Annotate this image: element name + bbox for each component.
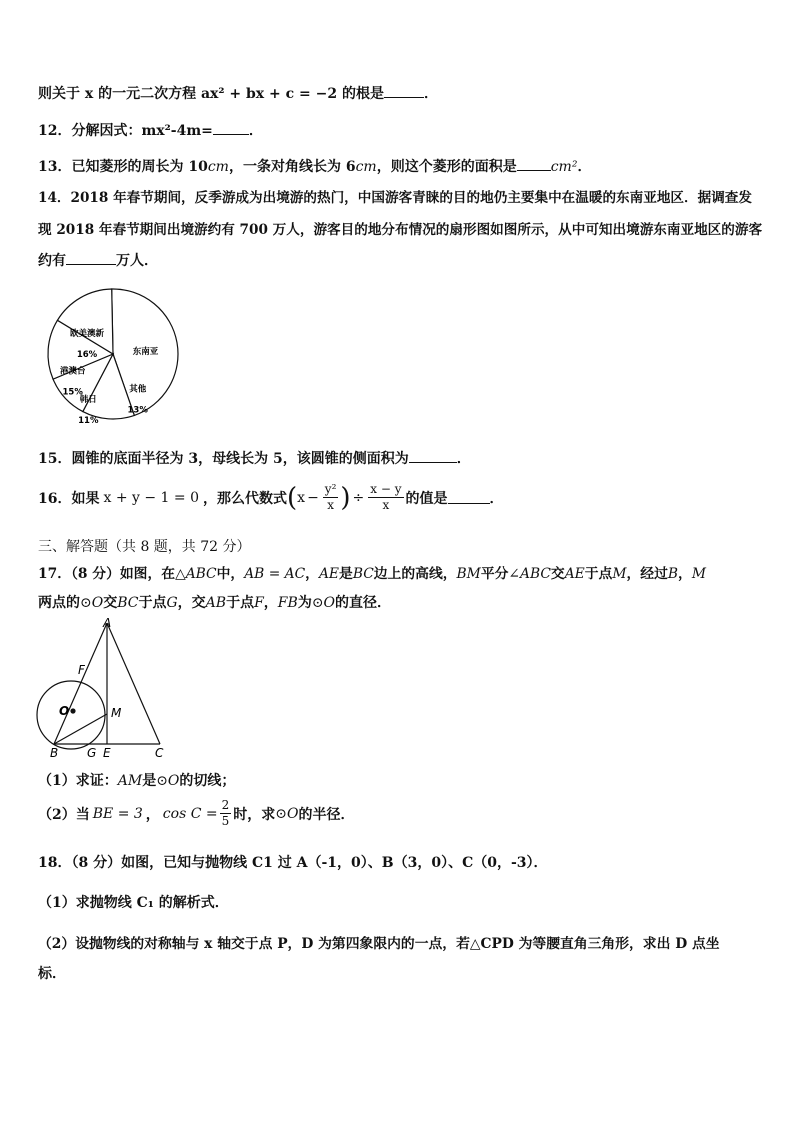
q18-sub2-line1: （2）设抛物线的对称轴与 x 轴交于点 P，D 为第四象限内的一点，若△CPD 为等腰直角三角形，求出 D 点坐 xyxy=(38,936,720,952)
frac-num: 2 xyxy=(221,798,230,812)
q14-line3 xyxy=(38,250,158,270)
label-a: A xyxy=(103,616,112,630)
q12-text: 12．分解因式：mx²-4m= xyxy=(38,123,213,139)
q11-text: 则关于 x 的一元二次方程 ax² + bx + c = −2 的根是 xyxy=(38,86,384,102)
q17-a: 17．（8 分）如图，在 xyxy=(38,566,176,582)
q18-sub1: （1）求抛物线 C₁ 的解析式． xyxy=(38,895,229,911)
q13-part2: ，一条对角线长为 6 xyxy=(228,159,356,175)
frac-num: y² xyxy=(324,482,337,496)
label-b: B xyxy=(50,746,59,759)
q17-l2a: 两点的 xyxy=(38,595,80,611)
q17-b: 中， xyxy=(216,566,245,582)
label-e: E xyxy=(103,746,111,759)
q16 xyxy=(38,482,504,513)
pie-slice-label: 港澳台 xyxy=(59,366,86,377)
q17-s2d: 的半径． xyxy=(298,806,355,823)
q16-suffix: 的值是 xyxy=(405,490,448,507)
q18-sub2-line2: 标． xyxy=(38,966,66,982)
q17-tri: △ABC xyxy=(175,566,217,582)
q15-end: ． xyxy=(456,451,471,467)
destination-pie-chart xyxy=(30,287,190,427)
fraction-2-5 xyxy=(220,798,232,829)
q17-geometry-figure xyxy=(30,614,190,759)
q17-circ4: ⊙O xyxy=(275,805,299,822)
q17-l2e: 于点 xyxy=(226,595,255,611)
fraction-xy-over-x xyxy=(368,482,403,513)
q17-line2 xyxy=(38,592,391,612)
q17-eq1: AB = AC xyxy=(244,566,306,582)
q17-circ2: ⊙O xyxy=(311,595,336,611)
q16-condition: x + y − 1 = 0 xyxy=(103,489,199,506)
q15-text: 15．圆锥的底面半径为 3，母线长为 5，该圆锥的侧面积为 xyxy=(38,451,409,467)
segment-bm xyxy=(54,714,107,744)
q17-j: ， xyxy=(678,566,692,582)
q17-ae2: AE xyxy=(564,566,585,582)
q17-cosc: cos C = xyxy=(162,805,218,822)
q17-c: ， xyxy=(305,566,319,582)
q17-s1c: 的切线； xyxy=(179,773,236,789)
frac-num: x − y xyxy=(370,482,402,496)
q17-s1a: （1）求证： xyxy=(38,773,118,789)
q17-l2b: 交 xyxy=(103,595,118,611)
q17-m2: M xyxy=(691,566,706,582)
answer-blank[interactable] xyxy=(517,158,551,171)
q11-end: ． xyxy=(423,86,438,102)
q17-sub2 xyxy=(38,798,354,829)
q17-circ3: ⊙O xyxy=(156,773,180,789)
pie-slice-value: 16% xyxy=(76,349,98,360)
q18-line1: 18．（8 分）如图，已知与抛物线 C1 过 A（-1，0）、B（3，0）、C（0，-3）． xyxy=(38,855,548,871)
q17-l2d: ，交 xyxy=(177,595,206,611)
q17-b-pt: B xyxy=(667,566,679,582)
q17-s2c: 时，求 xyxy=(233,806,276,823)
q17-line1 xyxy=(38,562,706,582)
label-g: G xyxy=(87,746,97,759)
label-c: C xyxy=(155,746,164,759)
q15 xyxy=(38,448,471,468)
q17-ab: AB xyxy=(205,595,227,611)
center-o-dot xyxy=(70,708,75,713)
q14-suffix: 万人． xyxy=(116,253,158,269)
q17-e: 边上的高线， xyxy=(373,566,457,582)
q14-prefix: 约有 xyxy=(38,253,66,269)
q13-part3: ，则这个菱形的面积是 xyxy=(376,159,517,175)
q17-l2h: 的直径． xyxy=(335,595,392,611)
answer-blank[interactable] xyxy=(448,491,490,504)
answer-blank[interactable] xyxy=(66,252,116,265)
q17-l2c: 于点 xyxy=(138,595,167,611)
q11-tail xyxy=(38,83,438,103)
q17-g: 交 xyxy=(550,566,565,582)
segment-ab xyxy=(54,623,107,744)
q17-am: AM xyxy=(117,773,143,789)
q17-d: 是 xyxy=(339,566,353,582)
pie-slice-label: 其他 xyxy=(129,384,147,395)
q17-m: M xyxy=(612,566,627,582)
q13-end: ． xyxy=(577,159,592,175)
q17-s1b: 是 xyxy=(142,773,157,789)
label-f: F xyxy=(78,663,85,677)
pie-slice-value: 15% xyxy=(62,387,83,398)
frac-den: 5 xyxy=(221,814,230,828)
answer-blank[interactable] xyxy=(409,450,457,463)
pie-slice-label: 韩日 xyxy=(79,395,97,406)
q17-f-pt: F xyxy=(254,595,264,611)
q17-i: ，经过 xyxy=(626,566,668,582)
q16-prefix: 16．如果 xyxy=(38,490,100,507)
q17-s2a: （2）当 xyxy=(38,806,90,823)
q17-be: BE = 3 xyxy=(92,805,143,822)
q17-ae: AE xyxy=(318,566,340,582)
label-o: O xyxy=(59,704,70,718)
q16-x: x xyxy=(297,489,306,506)
pie-slice-label: 欧美澳新 xyxy=(69,328,105,339)
fraction-y2-over-x xyxy=(323,482,339,513)
q12 xyxy=(38,120,263,140)
q17-h: 于点 xyxy=(584,566,613,582)
pie-slice-value: 11% xyxy=(78,416,99,427)
q17-circ1: ⊙O xyxy=(80,595,104,611)
q17-fb: FB xyxy=(277,595,298,611)
q13-unit1: cm xyxy=(207,159,229,175)
q17-s2b: ， xyxy=(145,806,160,823)
answer-blank[interactable] xyxy=(384,85,424,98)
q17-g-pt: G xyxy=(166,595,178,611)
q14-line2: 现 2018 年春节期间出境游约有 700 万人，游客目的地分布情况的扇形图如图所示，从中可知出境游东南亚地区的游客 xyxy=(38,222,763,238)
q14-line1: 14．2018 年春节期间，反季游成为出境游的热门，中国游客青睐的目的地仍主要集中在温暖的东南亚地区．据调查发 xyxy=(38,190,752,206)
q17-sub1 xyxy=(38,770,235,790)
q16-mid: ，那么代数式 xyxy=(203,490,287,507)
frac-den: x xyxy=(327,498,334,512)
q13-part1: 13．已知菱形的周长为 10 xyxy=(38,159,208,175)
q16-div: ÷ xyxy=(352,489,365,506)
q17-bc2: BC xyxy=(117,595,139,611)
q17-f: 平分 xyxy=(480,566,509,582)
q13-unit3: cm² xyxy=(550,159,578,175)
q17-bm: BM xyxy=(456,566,481,582)
pie-slice-value: 13% xyxy=(127,405,148,416)
q13-unit2: cm xyxy=(355,159,377,175)
q12-end: ． xyxy=(248,123,263,139)
paren-left: ( xyxy=(287,482,298,513)
label-m: M xyxy=(111,706,122,720)
segment-ac xyxy=(107,623,160,744)
q16-minus: − xyxy=(307,489,319,506)
paren-right: ) xyxy=(340,482,351,513)
q17-bc: BC xyxy=(352,566,374,582)
q13 xyxy=(38,156,591,176)
section-title: 三、解答题（共 8 题，共 72 分） xyxy=(38,539,251,555)
q17-l2f: ， xyxy=(263,595,278,611)
q16-end: ． xyxy=(489,490,504,507)
frac-den: x xyxy=(382,498,390,512)
q17-l2g: 为 xyxy=(297,595,312,611)
circle-o xyxy=(37,681,105,749)
q17-angle: ∠ABC xyxy=(508,566,551,582)
answer-blank[interactable] xyxy=(213,122,249,135)
pie-slice-label: 东南亚 xyxy=(132,347,159,357)
